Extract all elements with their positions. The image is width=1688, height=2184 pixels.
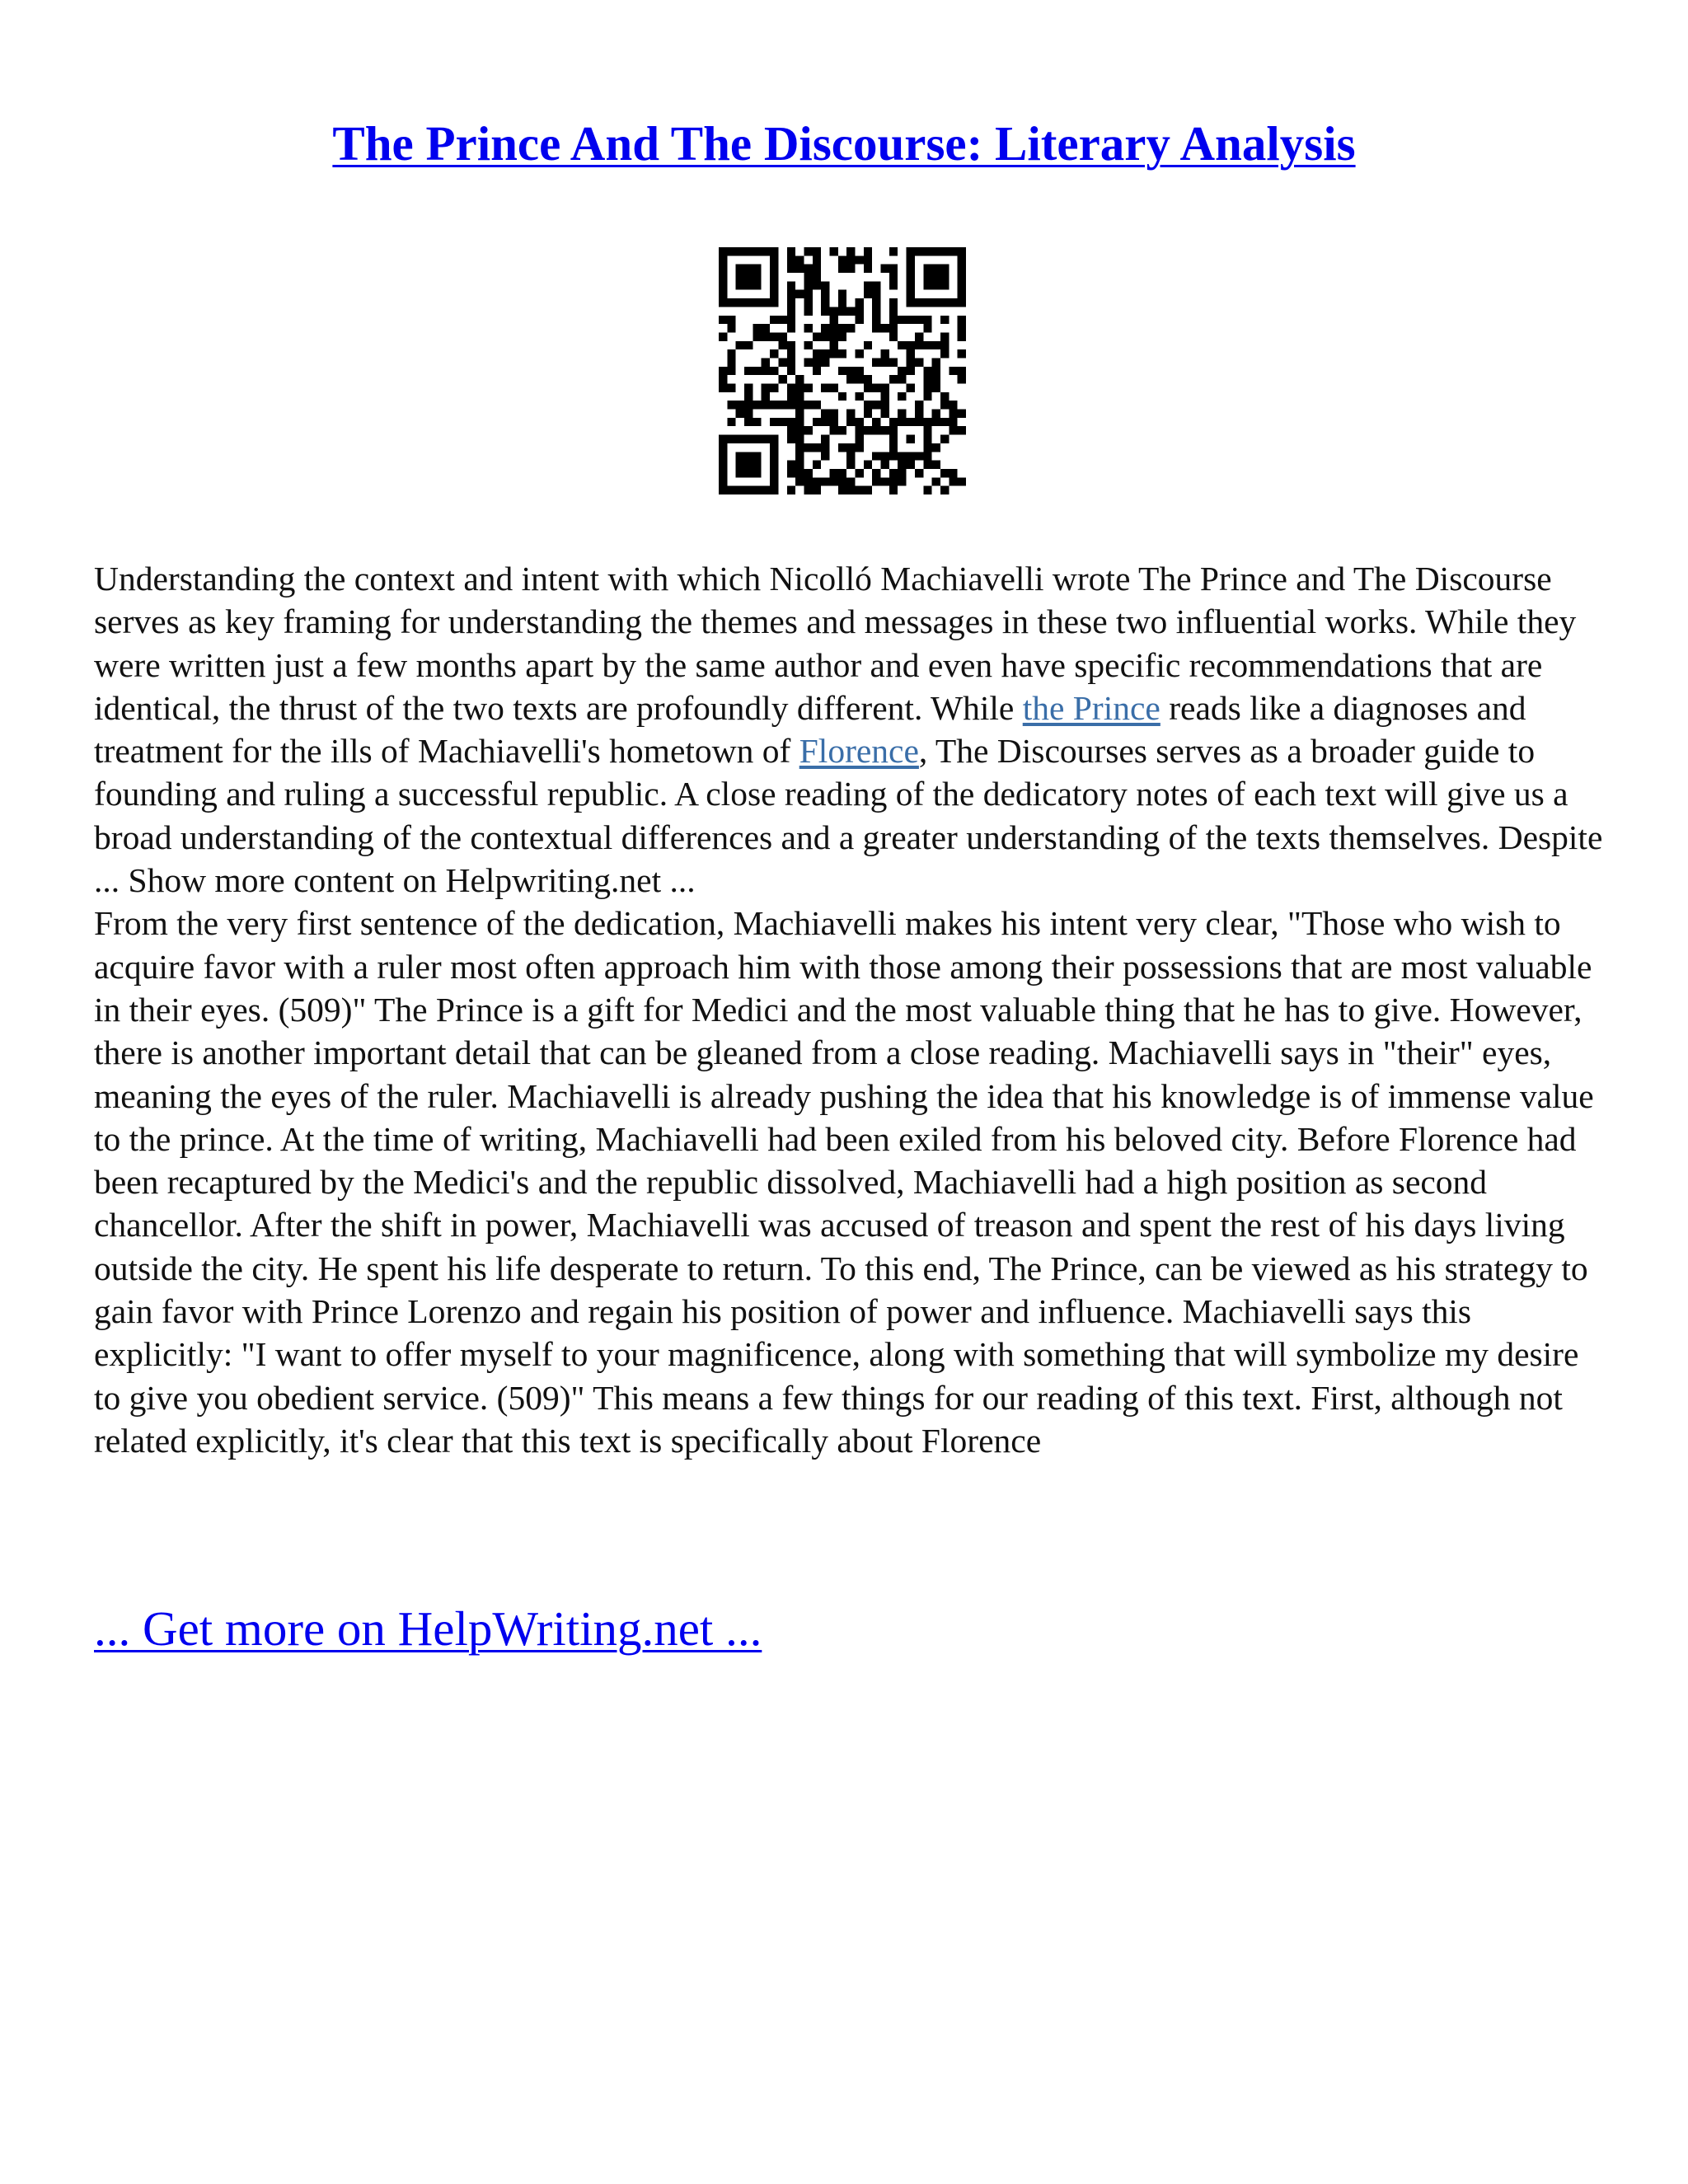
more-link-container bbox=[94, 1601, 762, 1657]
paragraph-intro bbox=[94, 557, 1611, 902]
the-prince-link[interactable]: the Prince bbox=[1022, 688, 1160, 727]
paragraph-dedication: From the very first sentence of the dedication, Machiavelli makes his intent very clear, "Those who wish to acquire favor with a ruler most often approach him with those among their possessions that are most valuable in their eyes. (509)" The Prince is a gift for Medici and the most valuable thing that he has to give. However, there is another important detail that can be gleaned from a close reading. Machiavelli says in "their" eyes, meaning the eyes of the ruler. Machiavelli is already pushing the idea that his knowledge is of immense value to the prince. At the time of writing, Machiavelli had been exiled from his beloved city. Before Florence had been recaptured by the Medici's and the republic dissolved, Machiavelli had a high position as second chancellor. After the shift in power, Machiavelli was accused of treason and spent the rest of his days living outside the city. He spent his life desperate to return. To this end, The Prince, can be viewed as his strategy to gain favor with Prince Lorenzo and regain his position of power and influence. Machiavelli says this explicitly: "I want to offer myself to your magnificence, along with something that will symbolize my desire to give you obedient service. (509)" This means a few things for our reading of this text. First, although not related explicitly, it's clear that this text is specifically about Florence bbox=[94, 904, 1594, 1460]
paragraph-intro-part2: reads like a diagnoses and treatment for the ills of Machiavelli's hometown of bbox=[94, 688, 1526, 771]
get-more-link[interactable]: ... Get more on HelpWriting.net ... bbox=[94, 1601, 762, 1656]
paragraph-intro-part3: , The Discourses serves as a broader guide to founding and ruling a successful republic. A close reading of the dedicatory notes of each text will give us a broad understanding of the contextual differences and a greater understanding of the texts themselves. Despite ... Show more content on Helpwriting.net ... bbox=[94, 732, 1603, 900]
florence-link[interactable]: Florence bbox=[799, 732, 919, 771]
document-title-link[interactable]: The Prince And The Discourse: Literary Analysis bbox=[332, 116, 1356, 171]
article-body bbox=[94, 557, 1611, 1462]
title-container bbox=[0, 115, 1688, 172]
qr-code-graphic bbox=[719, 247, 966, 494]
paragraph-intro-part1: Understanding the context and intent with which Nicolló Machiavelli wrote The Prince and The Discourse serves as key framing for understanding the themes and messages in these two influential works. While they were written just a few months apart by the same author and even have specific recommendations that are identical, the thrust of the two texts are profoundly different. While bbox=[94, 560, 1577, 727]
qr-code-icon bbox=[719, 247, 966, 494]
